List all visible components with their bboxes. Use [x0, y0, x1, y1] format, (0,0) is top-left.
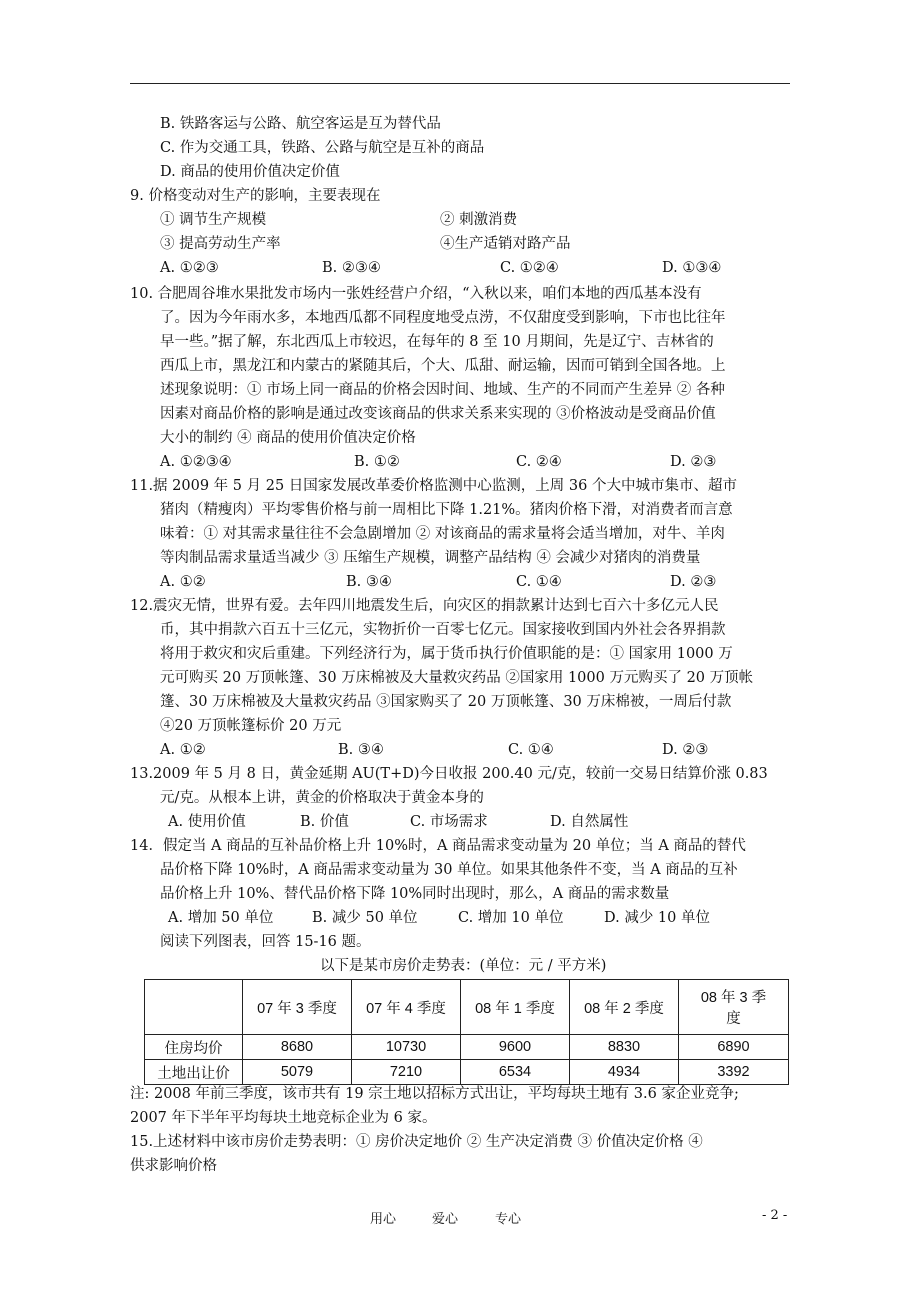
q13-choice-c[interactable]: C. 市场需求 — [410, 814, 488, 830]
q8-option-d: D. 商品的使用价值决定价值 — [160, 164, 340, 180]
table-header-cell-line: 度 — [726, 1011, 741, 1027]
q10-choices — [160, 450, 780, 474]
q11-choice-b[interactable]: B. ③④ — [346, 574, 392, 590]
q15-line-1: 15.上述材料中该市房价走势表明：① 房价决定地价 ② 生产决定消费 ③ 价值决定价格 ④ — [130, 1134, 703, 1150]
q11-choices — [160, 570, 780, 594]
q11-choice-c[interactable]: C. ①④ — [516, 574, 562, 590]
q12-line-1: 12.震灾无情，世界有爱。去年四川地震发生后，向灾区的捐款累计达到七百六十多亿元人民 — [130, 598, 719, 614]
q10-choice-d[interactable]: D. ②③ — [670, 454, 717, 470]
q9-stem: 9. 价格变动对生产的影响，主要表现在 — [130, 188, 381, 204]
q12-line-4: 元可购买 20 万顶帐篷、30 万床棉被及大量救灾药品 ②国家用 1000 万元购买了 20 万顶帐 — [160, 670, 754, 686]
table-caption: 以下是某市房价走势表：(单位：元 / 平方米) — [320, 958, 607, 974]
q9-choice-b[interactable]: B. ②③④ — [322, 260, 381, 276]
q8-option-c: C. 作为交通工具，铁路、公路与航空是互补的商品 — [160, 140, 485, 156]
q9-choice-c[interactable]: C. ①②④ — [500, 260, 559, 276]
q9-choice-a[interactable]: A. ①②③ — [160, 260, 219, 276]
q12-choice-a[interactable]: A. ①② — [160, 742, 206, 758]
q11-line-4: 等肉制品需求量适当减少 ③ 压缩生产规模，调整产品结构 ④ 会减少对猪肉的消费量 — [160, 550, 701, 566]
footer-word-3: 专心 — [495, 1212, 522, 1227]
q14-line-3: 品价格上升 10%、替代品价格下降 10%同时出现时，那么，A 商品的需求数量 — [160, 886, 670, 902]
footer-word-1: 用心 — [370, 1212, 397, 1227]
q10-line-5: 述现象说明：① 市场上同一商品的价格会因时间、地域、生产的不同而产生差异 ② 各种 — [160, 382, 725, 398]
table-cell: 4934 — [570, 1060, 679, 1085]
table-row-label: 住房均价 — [145, 1035, 243, 1060]
table-cell: 3392 — [679, 1060, 789, 1085]
q11-line-2: 猪肉（精瘦肉）平均零售价格与前一周相比下降 1.21%。猪肉价格下滑，对消费者而言意 — [160, 502, 733, 518]
q10-line-1: 10. 合肥周谷堆水果批发市场内一张姓经营户介绍，“入秋以来，咱们本地的西瓜基本没有 — [130, 286, 702, 302]
q10-line-6: 因素对商品价格的影响是通过改变该商品的供求关系来实现的 ③价格波动是受商品价值 — [160, 406, 716, 422]
q10-choice-c[interactable]: C. ②④ — [516, 454, 562, 470]
table-cell: 5079 — [243, 1060, 352, 1085]
table-cell: 8830 — [570, 1035, 679, 1060]
q12-choice-d[interactable]: D. ②③ — [662, 742, 709, 758]
q12-line-5: 篷、30 万床棉被及大量救灾药品 ③国家购买了 20 万顶帐篷、30 万床棉被，一周后付款 — [160, 694, 732, 710]
table-header-cell: 07 年 3 季度 — [243, 980, 352, 1035]
q9-item-4: ④生产适销对路产品 — [440, 236, 571, 252]
table-row — [145, 1035, 789, 1060]
q9-choice-d[interactable]: D. ①③④ — [662, 260, 722, 276]
table-header-cell: 08 年 2 季度 — [570, 980, 679, 1035]
table-cell: 10730 — [352, 1035, 461, 1060]
q12-line-3: 将用于救灾和灾后重建。下列经济行为，属于货币执行价值职能的是：① 国家用 1000 万 — [160, 646, 733, 662]
q11-line-3: 味着：① 对其需求量往往不会急剧增加 ② 对该商品的需求量将会适当增加，对牛、羊肉 — [160, 526, 725, 542]
q9-item-1: ① 调节生产规模 — [160, 212, 267, 228]
header-rule — [130, 83, 790, 84]
table-header-cell: 07 年 4 季度 — [352, 980, 461, 1035]
q14-choice-a[interactable]: A. 增加 50 单位 — [168, 910, 274, 926]
q14-choice-c[interactable]: C. 增加 10 单位 — [458, 910, 564, 926]
q10-line-4: 西瓜上市，黑龙江和内蒙古的紧随其后，个大、瓜甜、耐运输，因而可销到全国各地。上 — [160, 358, 726, 374]
q14-choice-b[interactable]: B. 减少 50 单位 — [312, 910, 418, 926]
table-header-row — [145, 980, 789, 1035]
table-header-cell: 08 年 1 季度 — [461, 980, 570, 1035]
q13-line-1: 13.2009 年 5 月 8 日，黄金延期 AU(T+D)今日收报 200.40 元/克，较前一交易日结算价涨 0.83 — [130, 766, 768, 782]
q13-choice-a[interactable]: A. 使用价值 — [168, 814, 246, 830]
q13-choices — [168, 810, 768, 834]
house-price-table — [144, 979, 789, 1085]
table-corner-cell — [145, 980, 243, 1035]
table-row-label: 土地出让价 — [145, 1060, 243, 1085]
table-note-line-1: 注: 2008 年前三季度，该市共有 19 宗土地以招标方式出让，平均每块土地有 3.6 家企业竞争; — [130, 1086, 739, 1102]
q12-line-6: ④20 万顶帐篷标价 20 万元 — [160, 718, 342, 734]
table-cell: 6534 — [461, 1060, 570, 1085]
q8-option-b: B. 铁路客运与公路、航空客运是互为替代品 — [160, 116, 441, 132]
table-row — [145, 1060, 789, 1085]
q10-choice-a[interactable]: A. ①②③④ — [160, 454, 232, 470]
q9-item-2: ② 刺激消费 — [440, 212, 518, 228]
q12-choices — [160, 738, 780, 762]
footer-word-2: 爱心 — [432, 1212, 459, 1227]
table-cell: 9600 — [461, 1035, 570, 1060]
table-note-line-2: 2007 年下半年平均每块土地竞标企业为 6 家。 — [130, 1110, 437, 1126]
q10-line-3: 早一些。”据了解，东北西瓜上市较迟，在每年的 8 至 10 月期间，先是辽宁、吉林省的 — [160, 334, 714, 350]
q11-choice-a[interactable]: A. ①② — [160, 574, 206, 590]
table-cell: 7210 — [352, 1060, 461, 1085]
q10-line-7: 大小的制约 ④ 商品的使用价值决定价格 — [160, 430, 416, 446]
table-cell: 6890 — [679, 1035, 789, 1060]
q14-line-1: 14．假定当 A 商品的互补品价格上升 10%时，A 商品需求变动量为 20 单位；当 A 商品的替代 — [130, 838, 746, 854]
q11-line-1: 11.据 2009 年 5 月 25 日国家发展改革委价格监测中心监测，上周 36 个大中城市集市、超市 — [130, 478, 737, 494]
q9-choices — [160, 256, 780, 280]
page-number: - 2 - — [762, 1208, 788, 1223]
q12-choice-b[interactable]: B. ③④ — [338, 742, 384, 758]
q12-line-2: 币，其中捐款六百五十三亿元，实物折价一百零七亿元。国家接收到国内外社会各界捐款 — [160, 622, 726, 638]
table-header-cell-line: 08 年 3 季 — [700, 990, 767, 1006]
q10-choice-b[interactable]: B. ①② — [354, 454, 400, 470]
q15-line-2: 供求影响价格 — [130, 1158, 217, 1174]
q12-choice-c[interactable]: C. ①④ — [508, 742, 554, 758]
q11-choice-d[interactable]: D. ②③ — [670, 574, 717, 590]
table-cell: 8680 — [243, 1035, 352, 1060]
read-prompt: 阅读下列图表，回答 15-16 题。 — [160, 934, 371, 950]
q10-line-2: 了。因为今年雨水多，本地西瓜都不同程度地受点涝，不仅甜度受到影响，下市也比往年 — [160, 310, 726, 326]
q14-line-2: 品价格下降 10%时，A 商品需求变动量为 30 单位。如果其他条件不变，当 A 商品的互补 — [160, 862, 738, 878]
q13-choice-b[interactable]: B. 价值 — [300, 814, 349, 830]
q13-line-2: 元/克。从根本上讲，黄金的价格取决于黄金本身的 — [160, 790, 484, 806]
q14-choice-d[interactable]: D. 减少 10 单位 — [604, 910, 710, 926]
q13-choice-d[interactable]: D. 自然属性 — [550, 814, 629, 830]
table-header-cell — [679, 980, 789, 1035]
q14-choices — [168, 906, 768, 930]
q9-item-3: ③ 提高劳动生产率 — [160, 236, 281, 252]
